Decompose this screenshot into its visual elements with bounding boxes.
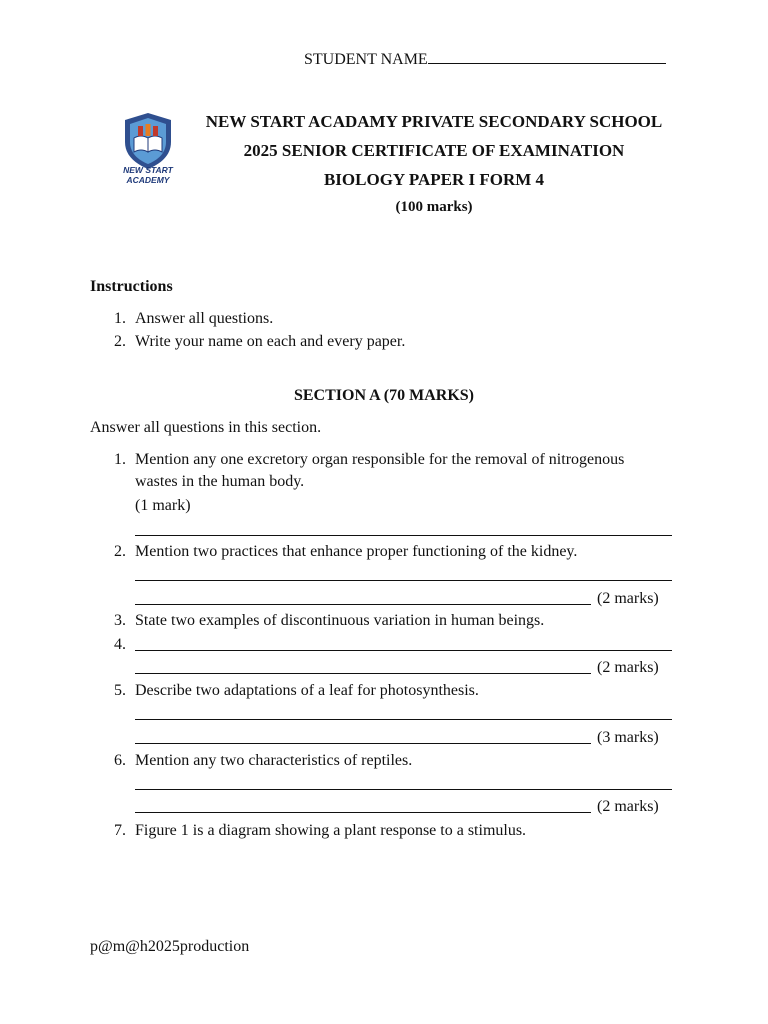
instruction-item: Write your name on each and every paper.: [135, 333, 406, 350]
student-name-field[interactable]: [304, 48, 666, 69]
school-name: NEW START ACADAMY PRIVATE SECONDARY SCHOOL: [205, 112, 663, 131]
logo-line-2: ACADEMY: [126, 175, 170, 185]
answer-line[interactable]: [135, 789, 672, 790]
question-3-text: State two examples of discontinuous variation in human beings.: [135, 612, 545, 629]
question-5-marks: (3 marks): [597, 729, 659, 746]
question-6-text: Mention any two characteristics of reptiles.: [135, 752, 413, 769]
answer-line[interactable]: [135, 673, 591, 674]
footer-watermark: p@m@h2025production: [90, 938, 250, 955]
question-number: 7.: [114, 822, 126, 839]
question-number: 1.: [114, 451, 126, 468]
question-number: 5.: [114, 682, 126, 699]
shield-icon: [117, 110, 179, 172]
school-logo: [117, 110, 179, 192]
question-1-marks: (1 mark): [135, 497, 191, 514]
question-number: 4.: [114, 636, 126, 653]
instruction-number: 1.: [114, 310, 126, 327]
section-a-intro: Answer all questions in this section.: [90, 419, 322, 436]
open-book-icon: [134, 136, 162, 152]
question-1-text-line-2: wastes in the human body.: [135, 473, 305, 490]
student-name-blank[interactable]: [428, 48, 666, 64]
instruction-number: 2.: [114, 333, 126, 350]
question-number: 2.: [114, 543, 126, 560]
instruction-item: Answer all questions.: [135, 310, 274, 327]
logo-line-1: NEW START: [123, 165, 173, 175]
exam-title: 2025 SENIOR CERTIFICATE OF EXAMINATION: [243, 141, 625, 160]
question-5-text: Describe two adaptations of a leaf for photosynthesis.: [135, 682, 479, 699]
question-2-marks: (2 marks): [597, 590, 659, 607]
student-name-label: STUDENT NAME: [304, 51, 428, 68]
question-2-text: Mention two practices that enhance proper functioning of the kidney.: [135, 543, 578, 560]
question-4-marks: (2 marks): [597, 659, 659, 676]
answer-line[interactable]: [135, 535, 672, 536]
total-marks: (100 marks): [395, 199, 473, 215]
question-number: 6.: [114, 752, 126, 769]
answer-line[interactable]: [135, 604, 591, 605]
answer-line[interactable]: [135, 812, 591, 813]
question-number: 3.: [114, 612, 126, 629]
answer-line[interactable]: [135, 743, 591, 744]
answer-line[interactable]: [135, 650, 672, 651]
instructions-title: Instructions: [90, 278, 173, 295]
question-6-marks: (2 marks): [597, 798, 659, 815]
answer-line[interactable]: [135, 580, 672, 581]
question-1-text-line-1: Mention any one excretory organ responsible for the removal of nitrogenous: [135, 451, 625, 468]
answer-line[interactable]: [135, 719, 672, 720]
paper-title: BIOLOGY PAPER I FORM 4: [323, 170, 545, 189]
question-7-text: Figure 1 is a diagram showing a plant response to a stimulus.: [135, 822, 527, 839]
section-a-title: SECTION A (70 MARKS): [293, 387, 475, 404]
